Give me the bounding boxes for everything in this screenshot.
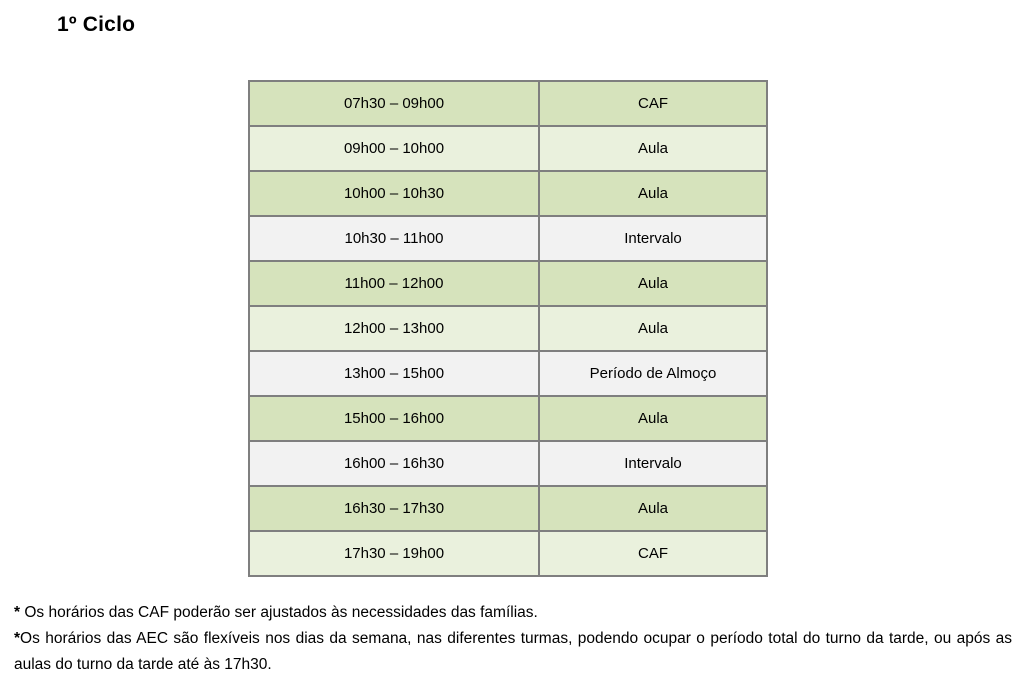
- schedule-table: [248, 80, 768, 577]
- footnote-text: Os horários das CAF poderão ser ajustados às necessidades das famílias.: [24, 604, 538, 621]
- activity-cell: Aula: [539, 171, 767, 216]
- activity-cell: CAF: [539, 531, 767, 576]
- activity-cell: Aula: [539, 126, 767, 171]
- table-row: [249, 441, 767, 486]
- time-cell: 15h00 – 16h00: [249, 396, 539, 441]
- activity-cell: Aula: [539, 306, 767, 351]
- footnote-aec: [14, 626, 1012, 678]
- footnotes: [14, 600, 1012, 678]
- time-cell: 17h30 – 19h00: [249, 531, 539, 576]
- footnote-marker: *: [14, 604, 25, 621]
- time-cell: 07h30 – 09h00: [249, 81, 539, 126]
- table-row: [249, 126, 767, 171]
- footnote-marker: *: [14, 630, 21, 647]
- time-cell: 13h00 – 15h00: [249, 351, 539, 396]
- activity-cell: Intervalo: [539, 216, 767, 261]
- footnote-text: Os horários das AEC são flexíveis nos dias da semana, nas diferentes turmas, podendo ocupar o período total do turno da tarde, ou após as aulas do turno da tarde até às 17h30.: [14, 630, 1012, 673]
- activity-cell: Intervalo: [539, 441, 767, 486]
- activity-cell: Aula: [539, 261, 767, 306]
- activity-cell: CAF: [539, 81, 767, 126]
- table-row: [249, 171, 767, 216]
- table-row: [249, 306, 767, 351]
- table-row: [249, 486, 767, 531]
- activity-cell: Período de Almoço: [539, 351, 767, 396]
- footnote-caf: [14, 600, 1012, 626]
- table-row: [249, 216, 767, 261]
- table-row: [249, 531, 767, 576]
- page-title: 1º Ciclo: [57, 13, 136, 36]
- time-cell: 16h00 – 16h30: [249, 441, 539, 486]
- time-cell: 12h00 – 13h00: [249, 306, 539, 351]
- time-cell: 16h30 – 17h30: [249, 486, 539, 531]
- activity-cell: Aula: [539, 396, 767, 441]
- table-row: [249, 396, 767, 441]
- table-row: [249, 81, 767, 126]
- table-row: [249, 351, 767, 396]
- time-cell: 11h00 – 12h00: [249, 261, 539, 306]
- time-cell: 10h00 – 10h30: [249, 171, 539, 216]
- table-row: [249, 261, 767, 306]
- time-cell: 10h30 – 11h00: [249, 216, 539, 261]
- activity-cell: Aula: [539, 486, 767, 531]
- time-cell: 09h00 – 10h00: [249, 126, 539, 171]
